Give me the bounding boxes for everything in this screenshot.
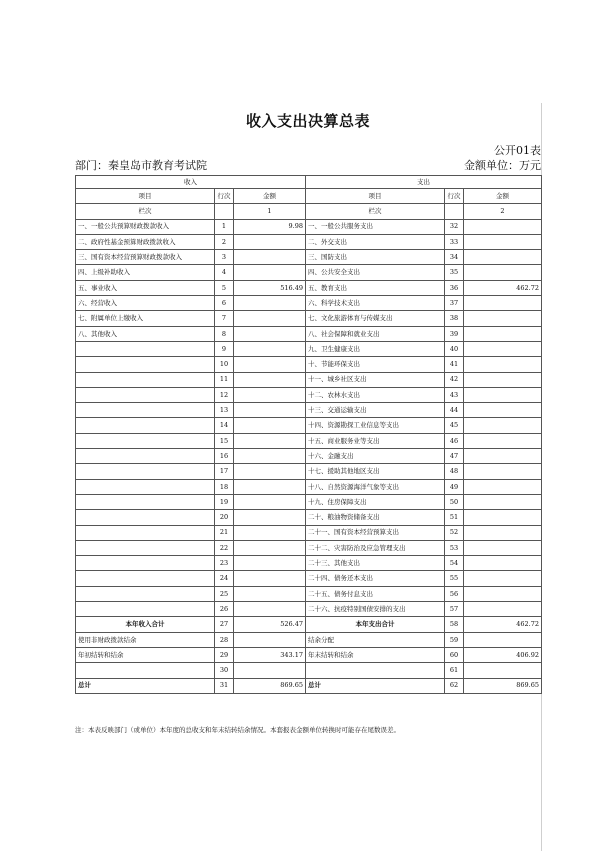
expense-item-cell: 二十三、其他支出 xyxy=(306,556,445,571)
expense-line-cell: 37 xyxy=(445,296,464,311)
income-amount-cell xyxy=(234,326,306,341)
income-amount-cell xyxy=(234,525,306,540)
table-row xyxy=(76,571,542,586)
income-amount-cell xyxy=(234,540,306,555)
expense-item-cell: 本年支出合计 xyxy=(306,617,445,632)
expense-item-cell: 十三、交通运输支出 xyxy=(306,403,445,418)
expense-item-cell: 十一、城乡社区支出 xyxy=(306,372,445,387)
income-amount-cell xyxy=(234,403,306,418)
table-row xyxy=(76,663,542,678)
expense-line-cell: 41 xyxy=(445,357,464,372)
income-line-cell: 8 xyxy=(215,326,234,341)
income-amount-cell: 869.65 xyxy=(234,678,306,693)
income-item-cell: 六、经营收入 xyxy=(76,296,215,311)
expense-item-cell: 十七、援助其他地区支出 xyxy=(306,464,445,479)
expense-amount-cell xyxy=(464,540,542,555)
expense-amount-cell xyxy=(464,219,542,234)
expense-item-cell: 二十五、债务付息支出 xyxy=(306,586,445,601)
income-line-cell: 17 xyxy=(215,464,234,479)
expense-item-cell: 五、教育支出 xyxy=(306,280,445,295)
table-body xyxy=(76,219,542,693)
table-section-header xyxy=(76,176,542,189)
expense-item-cell: 二十六、抗疫特别国债安排的支出 xyxy=(306,602,445,617)
income-item-cell: 五、事业收入 xyxy=(76,280,215,295)
expense-line-cell: 36 xyxy=(445,280,464,295)
amount-unit-label: 金额单位：万元 xyxy=(464,159,541,172)
income-amount-cell xyxy=(234,494,306,509)
expense-line-cell: 35 xyxy=(445,265,464,280)
table-row xyxy=(76,265,542,280)
expense-amount-cell xyxy=(464,418,542,433)
expense-item-cell: 六、科学技术支出 xyxy=(306,296,445,311)
income-item-cell xyxy=(76,479,215,494)
income-column-number: 1 xyxy=(234,204,306,219)
table-row xyxy=(76,556,542,571)
income-line-cell: 27 xyxy=(215,617,234,632)
income-amount-cell xyxy=(234,372,306,387)
table-row xyxy=(76,525,542,540)
income-item-cell xyxy=(76,556,215,571)
income-line-cell: 9 xyxy=(215,341,234,356)
income-amount-cell: 526.47 xyxy=(234,617,306,632)
expense-amount-cell xyxy=(464,326,542,341)
expense-item-cell: 一、一般公共服务支出 xyxy=(306,219,445,234)
expense-amount-cell xyxy=(464,357,542,372)
income-item-cell: 七、附属单位上缴收入 xyxy=(76,311,215,326)
income-amount-cell xyxy=(234,464,306,479)
income-amount-cell xyxy=(234,341,306,356)
expense-line-cell: 51 xyxy=(445,510,464,525)
income-amount-cell xyxy=(234,479,306,494)
expense-amount-cell xyxy=(464,296,542,311)
income-line-cell: 15 xyxy=(215,433,234,448)
income-amount-cell xyxy=(234,357,306,372)
expense-line-cell: 54 xyxy=(445,556,464,571)
income-item-cell xyxy=(76,571,215,586)
expense-item-cell: 九、卫生健康支出 xyxy=(306,341,445,356)
income-line-cell: 30 xyxy=(215,663,234,678)
expense-amount-cell xyxy=(464,341,542,356)
income-line-cell: 5 xyxy=(215,280,234,295)
expense-item-cell: 二十一、国有资本经营预算支出 xyxy=(306,525,445,540)
income-amount-cell xyxy=(234,433,306,448)
expense-item-cell: 年末结转和结余 xyxy=(306,647,445,662)
income-amount-cell xyxy=(234,418,306,433)
expense-item-cell: 十八、自然资源海洋气象等支出 xyxy=(306,479,445,494)
expense-amount-cell: 406.92 xyxy=(464,647,542,662)
expense-line-cell: 42 xyxy=(445,372,464,387)
expense-item-cell: 十、节能环保支出 xyxy=(306,357,445,372)
income-line-cell: 3 xyxy=(215,250,234,265)
table-row xyxy=(76,510,542,525)
table-row xyxy=(76,418,542,433)
income-expense-table xyxy=(75,175,542,694)
income-line-index xyxy=(215,204,234,219)
expense-line-cell: 33 xyxy=(445,234,464,249)
income-line-cell: 14 xyxy=(215,418,234,433)
income-amount-cell xyxy=(234,571,306,586)
income-line-cell: 12 xyxy=(215,387,234,402)
expense-line-cell: 59 xyxy=(445,632,464,647)
income-amount-cell xyxy=(234,234,306,249)
expense-amount-cell xyxy=(464,403,542,418)
income-item-cell xyxy=(76,372,215,387)
expense-item-cell: 四、公共安全支出 xyxy=(306,265,445,280)
income-line-cell: 26 xyxy=(215,602,234,617)
income-line-header: 行次 xyxy=(215,189,234,204)
income-amount-cell xyxy=(234,663,306,678)
expense-line-index xyxy=(445,204,464,219)
income-line-cell: 6 xyxy=(215,296,234,311)
income-amount-cell: 9.98 xyxy=(234,219,306,234)
expense-amount-cell xyxy=(464,433,542,448)
income-item-cell: 年初结转和结余 xyxy=(76,647,215,662)
income-amount-header: 金额 xyxy=(234,189,306,204)
income-item-cell: 本年收入合计 xyxy=(76,617,215,632)
expense-line-header: 行次 xyxy=(445,189,464,204)
income-amount-cell xyxy=(234,632,306,647)
income-amount-cell xyxy=(234,449,306,464)
expense-line-cell: 43 xyxy=(445,387,464,402)
income-item-cell xyxy=(76,449,215,464)
expense-line-cell: 60 xyxy=(445,647,464,662)
expense-amount-header: 金额 xyxy=(464,189,542,204)
expense-line-cell: 44 xyxy=(445,403,464,418)
income-line-cell: 22 xyxy=(215,540,234,555)
expense-line-cell: 46 xyxy=(445,433,464,448)
income-item-cell xyxy=(76,464,215,479)
income-item-cell: 三、国有资本经营预算财政拨款收入 xyxy=(76,250,215,265)
expense-item-cell: 三、国防支出 xyxy=(306,250,445,265)
table-row xyxy=(76,678,542,693)
expense-line-cell: 55 xyxy=(445,571,464,586)
expense-line-cell: 45 xyxy=(445,418,464,433)
expense-item-cell: 十五、商业服务业等支出 xyxy=(306,433,445,448)
table-row xyxy=(76,540,542,555)
expense-item-header: 项目 xyxy=(306,189,445,204)
income-line-cell: 31 xyxy=(215,678,234,693)
income-line-cell: 29 xyxy=(215,647,234,662)
income-item-cell xyxy=(76,433,215,448)
expense-line-cell: 62 xyxy=(445,678,464,693)
expense-amount-cell xyxy=(464,387,542,402)
table-row xyxy=(76,311,542,326)
table-row xyxy=(76,250,542,265)
expense-item-cell: 二十、粮油物资储备支出 xyxy=(306,510,445,525)
income-line-cell: 23 xyxy=(215,556,234,571)
expense-amount-cell xyxy=(464,663,542,678)
expense-line-cell: 49 xyxy=(445,479,464,494)
expense-item-cell: 七、文化旅游体育与传媒支出 xyxy=(306,311,445,326)
expense-item-cell: 十四、资源勘探工业信息等支出 xyxy=(306,418,445,433)
table-column-header xyxy=(76,189,542,204)
expense-amount-cell xyxy=(464,586,542,601)
expense-line-cell: 38 xyxy=(445,311,464,326)
income-amount-cell: 343.17 xyxy=(234,647,306,662)
table-row xyxy=(76,449,542,464)
income-line-cell: 19 xyxy=(215,494,234,509)
income-amount-cell xyxy=(234,602,306,617)
income-item-cell xyxy=(76,602,215,617)
table-row xyxy=(76,357,542,372)
expense-line-cell: 56 xyxy=(445,586,464,601)
expense-line-cell: 53 xyxy=(445,540,464,555)
expense-item-cell: 二、外交支出 xyxy=(306,234,445,249)
income-amount-cell xyxy=(234,265,306,280)
income-line-cell: 25 xyxy=(215,586,234,601)
expense-line-cell: 48 xyxy=(445,464,464,479)
income-line-cell: 18 xyxy=(215,479,234,494)
income-item-cell xyxy=(76,341,215,356)
income-item-cell xyxy=(76,540,215,555)
expense-item-cell: 十九、住房保障支出 xyxy=(306,494,445,509)
income-item-cell xyxy=(76,387,215,402)
expense-line-cell: 52 xyxy=(445,525,464,540)
expense-line-cell: 57 xyxy=(445,602,464,617)
table-row xyxy=(76,341,542,356)
expense-column-label: 栏次 xyxy=(306,204,445,219)
income-item-cell: 使用非财政拨款结余 xyxy=(76,632,215,647)
expense-item-cell: 十二、农林水支出 xyxy=(306,387,445,402)
income-amount-cell xyxy=(234,556,306,571)
table-row xyxy=(76,433,542,448)
expense-column-number: 2 xyxy=(464,204,542,219)
table-row xyxy=(76,372,542,387)
footnote: 注：本表反映部门（或单位）本年度的总收支和年末结转结余情况。本套报表金额单位转换时可能存在尾数误差。 xyxy=(75,726,400,734)
expense-amount-cell xyxy=(464,449,542,464)
expense-line-cell: 34 xyxy=(445,250,464,265)
table-row xyxy=(76,326,542,341)
table-row xyxy=(76,464,542,479)
income-line-cell: 16 xyxy=(215,449,234,464)
table-row xyxy=(76,403,542,418)
income-line-cell: 21 xyxy=(215,525,234,540)
expense-amount-cell xyxy=(464,464,542,479)
expense-amount-cell xyxy=(464,311,542,326)
income-line-cell: 24 xyxy=(215,571,234,586)
income-item-cell: 二、政府性基金预算财政拨款收入 xyxy=(76,234,215,249)
income-column-label: 栏次 xyxy=(76,204,215,219)
income-item-cell: 四、上级补助收入 xyxy=(76,265,215,280)
income-amount-cell: 516.49 xyxy=(234,280,306,295)
expense-item-cell: 十六、金融支出 xyxy=(306,449,445,464)
expense-line-cell: 40 xyxy=(445,341,464,356)
income-item-header: 项目 xyxy=(76,189,215,204)
table-row xyxy=(76,280,542,295)
expense-amount-cell xyxy=(464,510,542,525)
table-row xyxy=(76,632,542,647)
expense-line-cell: 32 xyxy=(445,219,464,234)
form-number: 公开01表 xyxy=(494,144,541,157)
table-row xyxy=(76,387,542,402)
income-item-cell xyxy=(76,494,215,509)
expense-amount-cell xyxy=(464,556,542,571)
expense-amount-cell xyxy=(464,234,542,249)
income-line-cell: 1 xyxy=(215,219,234,234)
income-line-cell: 4 xyxy=(215,265,234,280)
income-item-cell xyxy=(76,586,215,601)
page-title: 收入支出决算总表 xyxy=(245,112,370,130)
expense-amount-cell xyxy=(464,525,542,540)
income-amount-cell xyxy=(234,296,306,311)
expense-amount-cell xyxy=(464,632,542,647)
income-line-cell: 13 xyxy=(215,403,234,418)
expense-item-cell: 结余分配 xyxy=(306,632,445,647)
table-row xyxy=(76,617,542,632)
expense-amount-cell xyxy=(464,372,542,387)
expense-item-cell xyxy=(306,663,445,678)
expense-line-cell: 50 xyxy=(445,494,464,509)
expense-item-cell: 八、社会保障和就业支出 xyxy=(306,326,445,341)
income-item-cell xyxy=(76,525,215,540)
income-line-cell: 7 xyxy=(215,311,234,326)
expense-line-cell: 61 xyxy=(445,663,464,678)
income-item-cell xyxy=(76,510,215,525)
table-row xyxy=(76,234,542,249)
income-line-cell: 2 xyxy=(215,234,234,249)
income-line-cell: 10 xyxy=(215,357,234,372)
income-item-cell xyxy=(76,663,215,678)
table-row xyxy=(76,647,542,662)
table-row xyxy=(76,602,542,617)
income-amount-cell xyxy=(234,586,306,601)
income-item-cell xyxy=(76,403,215,418)
income-amount-cell xyxy=(234,510,306,525)
table-row xyxy=(76,586,542,601)
expense-item-cell: 总计 xyxy=(306,678,445,693)
expense-amount-cell xyxy=(464,265,542,280)
expense-amount-cell: 462.72 xyxy=(464,617,542,632)
expense-amount-cell: 462.72 xyxy=(464,280,542,295)
income-line-cell: 11 xyxy=(215,372,234,387)
income-section-header: 收入 xyxy=(76,176,306,189)
table-row xyxy=(76,494,542,509)
income-amount-cell xyxy=(234,311,306,326)
expense-amount-cell xyxy=(464,479,542,494)
table-row xyxy=(76,219,542,234)
income-item-cell: 总计 xyxy=(76,678,215,693)
expense-amount-cell xyxy=(464,250,542,265)
income-item-cell: 一、一般公共预算财政拨款收入 xyxy=(76,219,215,234)
expense-line-cell: 39 xyxy=(445,326,464,341)
table-row xyxy=(76,296,542,311)
expense-section-header: 支出 xyxy=(306,176,542,189)
expense-amount-cell xyxy=(464,494,542,509)
income-amount-cell xyxy=(234,250,306,265)
income-item-cell xyxy=(76,418,215,433)
expense-item-cell: 二十四、债务还本支出 xyxy=(306,571,445,586)
income-item-cell xyxy=(76,357,215,372)
expense-item-cell: 二十二、灾害防治及应急管理支出 xyxy=(306,540,445,555)
expense-line-cell: 47 xyxy=(445,449,464,464)
income-line-cell: 28 xyxy=(215,632,234,647)
income-amount-cell xyxy=(234,387,306,402)
expense-amount-cell xyxy=(464,571,542,586)
income-item-cell: 八、其他收入 xyxy=(76,326,215,341)
expense-amount-cell: 869.65 xyxy=(464,678,542,693)
income-line-cell: 20 xyxy=(215,510,234,525)
expense-amount-cell xyxy=(464,602,542,617)
department-label: 部门：秦皇岛市教育考试院 xyxy=(75,159,207,172)
table-row xyxy=(76,479,542,494)
expense-line-cell: 58 xyxy=(445,617,464,632)
table-column-index-row xyxy=(76,204,542,219)
